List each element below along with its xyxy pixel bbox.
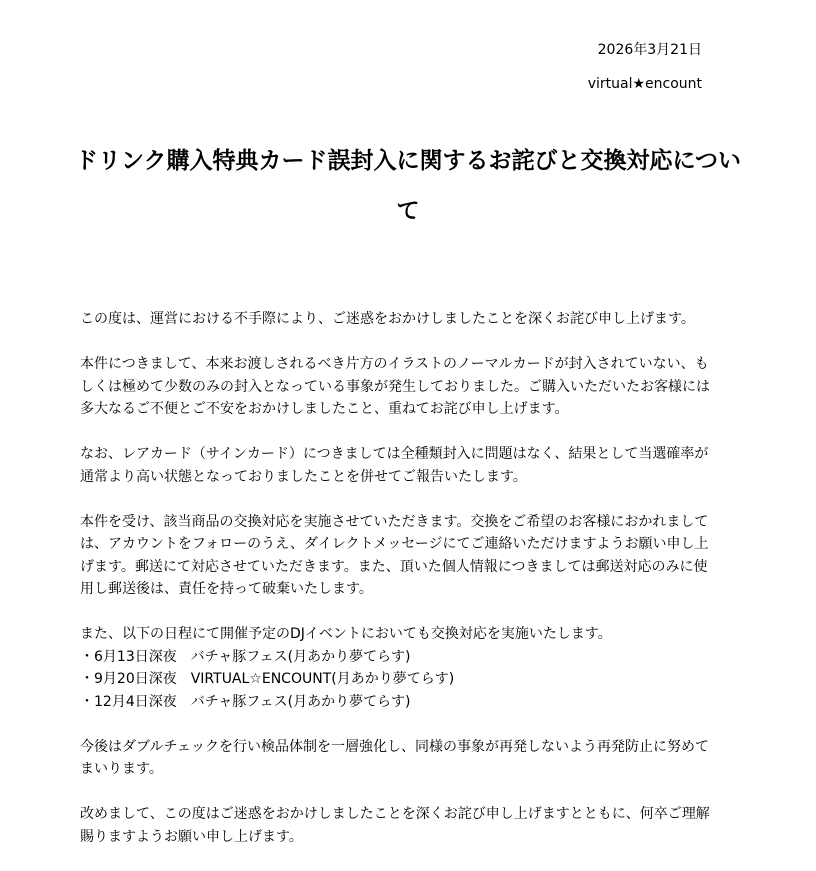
schedule-item: ・9月20日深夜 VIRTUAL☆ENCOUNT(月あかり夢てらす) — [80, 671, 455, 687]
rare-card-paragraph: なお、レアカード（サインカード）につきましては全種類封入に問題はなく、結果として当選確率が通常より高い状態となっておりましたことを併せてご報告いたします。 — [80, 446, 709, 485]
document-body — [80, 308, 720, 871]
prevention-paragraph: 今後はダブルチェックを行い検品体制を一層強化し、同様の事象が再発しないよう再発防止に努めてまいります。 — [80, 738, 710, 777]
document-title: ドリンク購入特典カード誤封入に関するお詫びと交換対応について — [74, 148, 742, 224]
schedule-intro: また、以下の日程にて開催予定のDJイベントにおいても交換対応を実施いたします。 — [80, 626, 612, 642]
issue-paragraph: 本件につきまして、本来お渡しされるべき片方のイラストのノーマルカードが封入されていない、もしくは極めて少数のみの封入となっている事象が発生しておりました。ご購入いただいたお客様には多大なるご不便とご不安をおかけしましたこと、重ねてお詫び申し上げます。 — [80, 356, 710, 417]
document-date: 2026年3月21日 — [597, 42, 702, 58]
closing-paragraph: 改めまして、この度はご迷惑をおかけしましたことを深くお詫び申し上げますとともに、何卒ご理解賜りますようお願い申し上げます。 — [80, 806, 710, 845]
schedule-item: ・12月4日深夜 バチャ豚フェス(月あかり夢てらす) — [80, 693, 411, 710]
exchange-paragraph: 本件を受け、該当商品の交換対応を実施させていただきます。交換をご希望のお客様におかれましては、アカウントをフォローのうえ、ダイレクトメッセージにてご連絡いただけますようお願い申し上げます。郵送にて対応させていただきます。また、頂いた個人情報につきましては郵送対応のみに使用し郵送後は、責任を持って破棄いたします。 — [80, 513, 709, 597]
organization-name: virtual★encount — [587, 76, 702, 92]
apology-paragraph: この度は、運営における不手際により、ご迷惑をおかけしましたことを深くお詫び申し上げます。 — [80, 311, 695, 327]
schedule-item: ・6月13日深夜 バチャ豚フェス(月あかり夢てらす) — [80, 648, 411, 665]
event-schedule — [80, 623, 720, 713]
